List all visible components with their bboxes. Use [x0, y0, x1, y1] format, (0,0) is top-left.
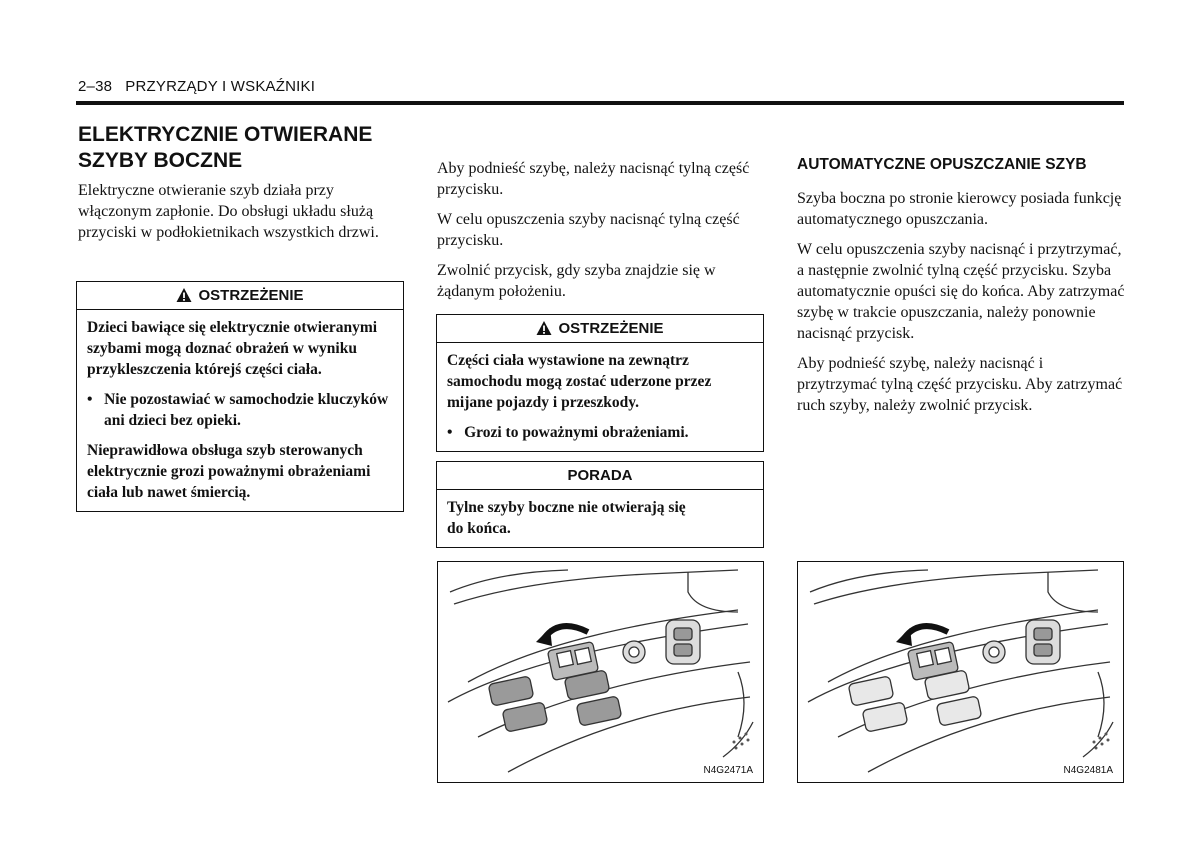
warning-box-2 — [436, 314, 764, 452]
page-number: 2–38 — [78, 78, 113, 95]
figure-window-switch-2 — [797, 561, 1124, 783]
warning-2-bullet-1: • Grozi to poważnymi obrażeniami. — [447, 424, 689, 441]
warning-1-para-1: Dzieci bawiące się elektrycznie otwieranymi szybami mogą doznać obrażeń w wyniku przykleszczenia którejś części ciała. — [87, 319, 378, 378]
tip-text: Tylne szyby boczne nie otwierają się do końca. — [447, 499, 686, 537]
column-3 — [797, 156, 1127, 425]
warning-icon — [176, 287, 192, 303]
col3-para-2: W celu opuszczenia szyby nacisnąć i przytrzymać, a następnie zwolnić tylną część przycisku. Szyba automatycznie opuści się do końca. Aby zatrzymać szybę w trakcie opuszczania, należy ponownie nacisnąć przycisk. — [797, 241, 1125, 342]
main-heading-line2: SZYBY BOCZNE — [78, 149, 243, 172]
col2-para-2: W celu opuszczenia szyby nacisnąć tylną część przycisku. — [437, 211, 740, 249]
door-armrest-illustration — [438, 562, 763, 782]
figure-window-switch-1 — [437, 561, 764, 783]
col3-para-3: Aby podnieść szybę, należy nacisnąć i przytrzymać tylną część przycisku. Aby zatrzymać ruch szyby, należy zwolnić przycisk. — [797, 355, 1123, 414]
figure-code-2: N4G2481A — [1063, 765, 1113, 776]
warning-title-1 — [77, 282, 403, 310]
section-title: PRZYRZĄDY I WSKAŹNIKI — [125, 78, 316, 95]
warning-title-text-1: OSTRZEŻENIE — [198, 287, 304, 304]
door-armrest-illustration — [798, 562, 1123, 782]
page-header — [78, 78, 315, 95]
header-rule — [76, 101, 1124, 105]
warning-icon — [536, 320, 552, 336]
tip-title: PORADA — [437, 462, 763, 490]
tip-box — [436, 461, 764, 548]
warning-1-para-2: Nieprawidłowa obsługa szyb sterowanych elektrycznie grozi poważnymi obrażeniami ciała lub nawet śmiercią. — [87, 442, 371, 501]
main-heading — [78, 122, 406, 174]
column-2 — [437, 158, 767, 311]
col2-para-3: Zwolnić przycisk, gdy szyba znajdzie się w żądanym położeniu. — [437, 262, 716, 300]
warning-2-para-1: Części ciała wystawione na zewnątrz samochodu mogą zostać uderzone przez mijane pojazdy i przeszkody. — [447, 352, 712, 411]
intro-text: Elektryczne otwieranie szyb działa przy włączonym zapłonie. Do obsługi układu służą przyciski w podłokietnikach wszystkich drzwi. — [78, 182, 379, 241]
warning-title-text-2: OSTRZEŻENIE — [558, 320, 664, 337]
warning-box-1 — [76, 281, 404, 512]
warning-title-2 — [437, 315, 763, 343]
col3-para-1: Szyba boczna po stronie kierowcy posiada funkcję automatycznego opuszczania. — [797, 190, 1122, 228]
figure-code-1: N4G2471A — [703, 765, 753, 776]
col2-para-1: Aby podnieść szybę, należy nacisnąć tylną część przycisku. — [437, 160, 750, 198]
main-heading-line1: ELEKTRYCZNIE OTWIERANE — [78, 123, 373, 146]
auto-down-heading: AUTOMATYCZNE OPUSZCZANIE SZYB — [797, 156, 1087, 173]
column-1 — [78, 122, 406, 252]
warning-1-bullet-1: • Nie pozostawiać w samochodzie kluczyków ani dzieci bez opieki. — [87, 391, 389, 429]
